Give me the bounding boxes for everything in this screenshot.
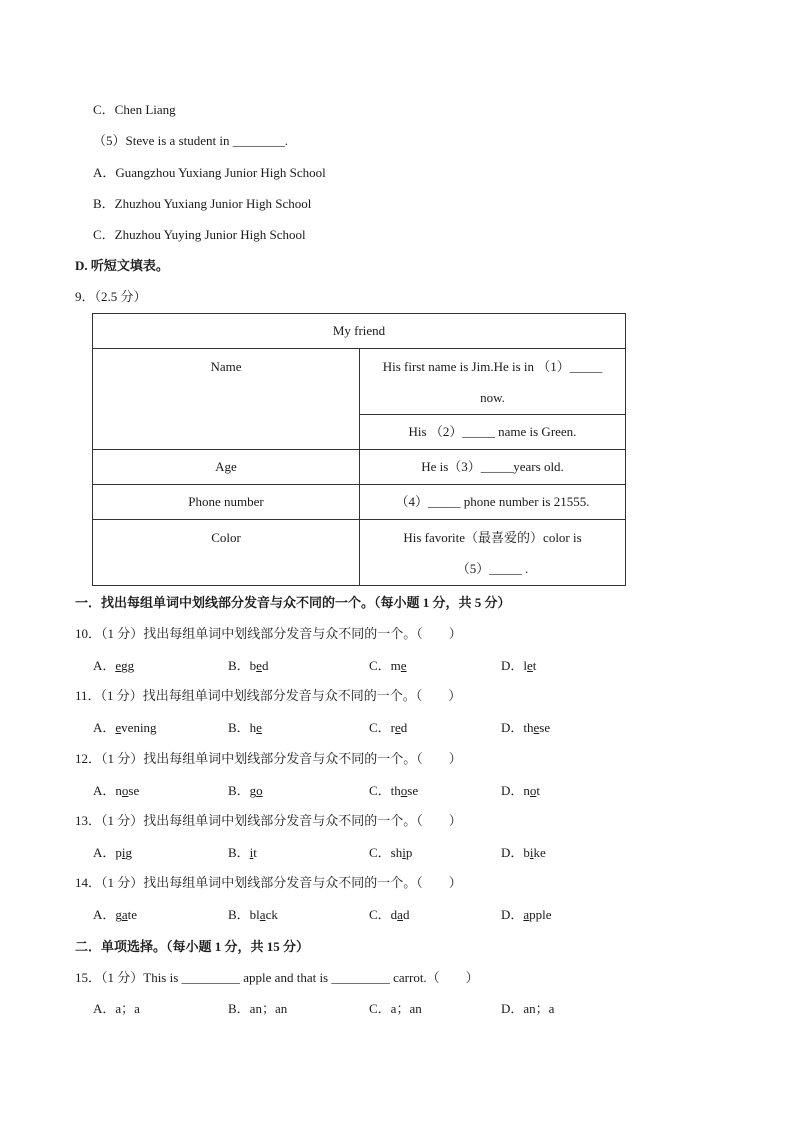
option-pre: p: [115, 845, 122, 860]
option-letter: B．: [228, 658, 250, 673]
q8-option-c: C．Chen Liang: [93, 102, 176, 117]
option-post: t: [532, 658, 537, 673]
q15-option-b: B．an；an: [228, 1001, 288, 1016]
phonics-question-stem: 14．（1 分）找出每组单词中划线部分发音与众不同的一个。（ ）: [75, 875, 462, 890]
option-letter: D．: [501, 783, 524, 798]
option-letter: A．: [93, 658, 116, 673]
underlined-letters: a: [397, 907, 403, 922]
table-title: My friend: [93, 314, 626, 349]
table-label-age: Age: [93, 450, 360, 485]
option-pre: g: [249, 783, 257, 798]
q15-option-c: C．a；an: [369, 1001, 422, 1016]
option-post: t: [536, 783, 541, 798]
option-post: se: [128, 783, 140, 798]
option-letter: C．: [369, 845, 391, 860]
option-post: d: [261, 658, 269, 673]
section-d-heading: D. 听短文填表。: [75, 258, 169, 273]
underlined-letters: i: [249, 845, 254, 860]
phonics-option: [228, 906, 278, 924]
phonics-question-stem: 13．（1 分）找出每组单词中划线部分发音与众不同的一个。（ ）: [75, 813, 462, 828]
q8-sub5-option-a: A．Guangzhou Yuxiang Junior High School: [93, 165, 326, 180]
underlined-letters: i: [121, 845, 126, 860]
option-post: gg: [121, 658, 135, 673]
option-post: ke: [533, 845, 546, 860]
underlined-letters: o: [256, 783, 263, 798]
phonics-option: [228, 657, 268, 675]
q15-option-d: D．an；a: [501, 1001, 555, 1016]
table-value-name-last: His （2）_____ name is Green.: [360, 415, 626, 450]
option-pre: n: [115, 783, 122, 798]
underlined-letters: e: [400, 658, 407, 673]
phonics-option: [93, 844, 132, 862]
table-label-color: Color: [93, 520, 360, 586]
phonics-option: [93, 719, 157, 737]
option-letter: D．: [501, 658, 524, 673]
underlined-letters: e: [256, 720, 262, 735]
phonics-option: [501, 719, 550, 737]
table-value-color-line1: His favorite（最喜爱的）color is: [403, 530, 582, 545]
option-pre: g: [115, 907, 122, 922]
option-pre: sh: [390, 845, 403, 860]
section-2-heading: 二．单项选择。（每小题 1 分，共 15 分）: [75, 939, 310, 954]
phonics-option: [93, 906, 137, 924]
q8-sub5-option-c: C．Zhuzhou Yuying Junior High School: [93, 227, 306, 242]
table-value-age: He is（3）_____years old.: [360, 450, 626, 485]
phonics-question-stem: 11．（1 分）找出每组单词中划线部分发音与众不同的一个。（ ）: [75, 688, 462, 703]
option-letter: A．: [93, 845, 116, 860]
q15-stem: 15．（1 分）This is _________ apple and that is _________ carrot.（ ）: [75, 970, 479, 985]
underlined-letters: e: [115, 658, 122, 673]
option-pre: l: [523, 658, 528, 673]
underlined-letters: e: [256, 658, 262, 673]
option-post: pple: [529, 907, 552, 922]
option-letter: B．: [228, 845, 250, 860]
option-pre: b: [249, 658, 257, 673]
option-letter: D．: [501, 907, 524, 922]
table-value-color-line2: （5）_____ .: [456, 561, 529, 576]
my-friend-table: [92, 313, 626, 586]
option-letter: A．: [93, 783, 116, 798]
option-pre: bl: [249, 907, 260, 922]
option-letter: B．: [228, 783, 250, 798]
option-letter: C．: [369, 907, 391, 922]
option-pre: n: [523, 783, 530, 798]
option-post: se: [407, 783, 419, 798]
underlined-letters: e: [395, 720, 401, 735]
underlined-letters: i: [529, 845, 534, 860]
table-value-color: [360, 520, 626, 586]
phonics-option: [501, 906, 552, 924]
option-post: d: [400, 720, 408, 735]
underlined-letters: a: [121, 907, 128, 922]
table-value-name-line2: now.: [480, 390, 505, 405]
phonics-option: [228, 844, 257, 862]
underlined-letters: o: [529, 783, 537, 798]
option-pre: d: [390, 907, 398, 922]
table-label-phone: Phone number: [93, 485, 360, 520]
q9-stem: 9．（2.5 分）: [75, 289, 147, 304]
phonics-option: [369, 844, 412, 862]
q8-sub5-option-b: B．Zhuzhou Yuxiang Junior High School: [93, 196, 312, 211]
phonics-option: [93, 657, 134, 675]
phonics-option: [501, 844, 546, 862]
option-letter: C．: [369, 658, 391, 673]
option-letter: D．: [501, 720, 524, 735]
phonics-option: [93, 782, 139, 800]
table-value-name-line1: His first name is Jim.He is in （1）_____: [382, 359, 603, 374]
underlined-letters: o: [400, 783, 408, 798]
option-pre: b: [523, 845, 530, 860]
option-letter: A．: [93, 907, 116, 922]
underlined-letters: e: [115, 720, 122, 735]
underlined-letters: e: [527, 658, 533, 673]
underlined-letters: a: [259, 907, 266, 922]
option-post: vening: [121, 720, 157, 735]
option-letter: D．: [501, 845, 524, 860]
option-pre: th: [523, 720, 534, 735]
phonics-option: [369, 906, 409, 924]
phonics-option: [228, 719, 262, 737]
q15-option-a: A．a；a: [93, 1001, 140, 1016]
table-label-name: Name: [93, 349, 360, 450]
phonics-question-stem: 12．（1 分）找出每组单词中划线部分发音与众不同的一个。（ ）: [75, 751, 462, 766]
option-letter: B．: [228, 907, 250, 922]
option-post: p: [405, 845, 413, 860]
option-post: ck: [265, 907, 278, 922]
phonics-option: [369, 657, 407, 675]
underlined-letters: i: [402, 845, 406, 860]
option-pre: th: [390, 783, 401, 798]
option-post: t: [253, 845, 257, 860]
option-post: te: [127, 907, 138, 922]
option-letter: B．: [228, 720, 250, 735]
phonics-option: [369, 782, 418, 800]
option-letter: A．: [93, 720, 116, 735]
table-value-phone: （4）_____ phone number is 21555.: [360, 485, 626, 520]
option-post: d: [402, 907, 410, 922]
section-1-heading: 一．找出每组单词中划线部分发音与众不同的一个。（每小题 1 分，共 5 分）: [75, 595, 511, 610]
option-post: se: [539, 720, 551, 735]
option-pre: m: [390, 658, 401, 673]
option-pre: r: [390, 720, 396, 735]
underlined-letters: a: [523, 907, 530, 922]
option-letter: C．: [369, 720, 391, 735]
phonics-question-stem: 10．（1 分）找出每组单词中划线部分发音与众不同的一个。（ ）: [75, 626, 462, 641]
option-post: g: [125, 845, 133, 860]
underlined-letters: e: [533, 720, 540, 735]
phonics-option: [228, 782, 263, 800]
underlined-letters: o: [121, 783, 129, 798]
table-value-name-first: [360, 349, 626, 415]
q8-sub5-stem: （5）Steve is a student in ________.: [93, 133, 288, 148]
phonics-option: [369, 719, 407, 737]
phonics-option: [501, 782, 540, 800]
option-pre: h: [249, 720, 257, 735]
option-letter: C．: [369, 783, 391, 798]
phonics-option: [501, 657, 536, 675]
